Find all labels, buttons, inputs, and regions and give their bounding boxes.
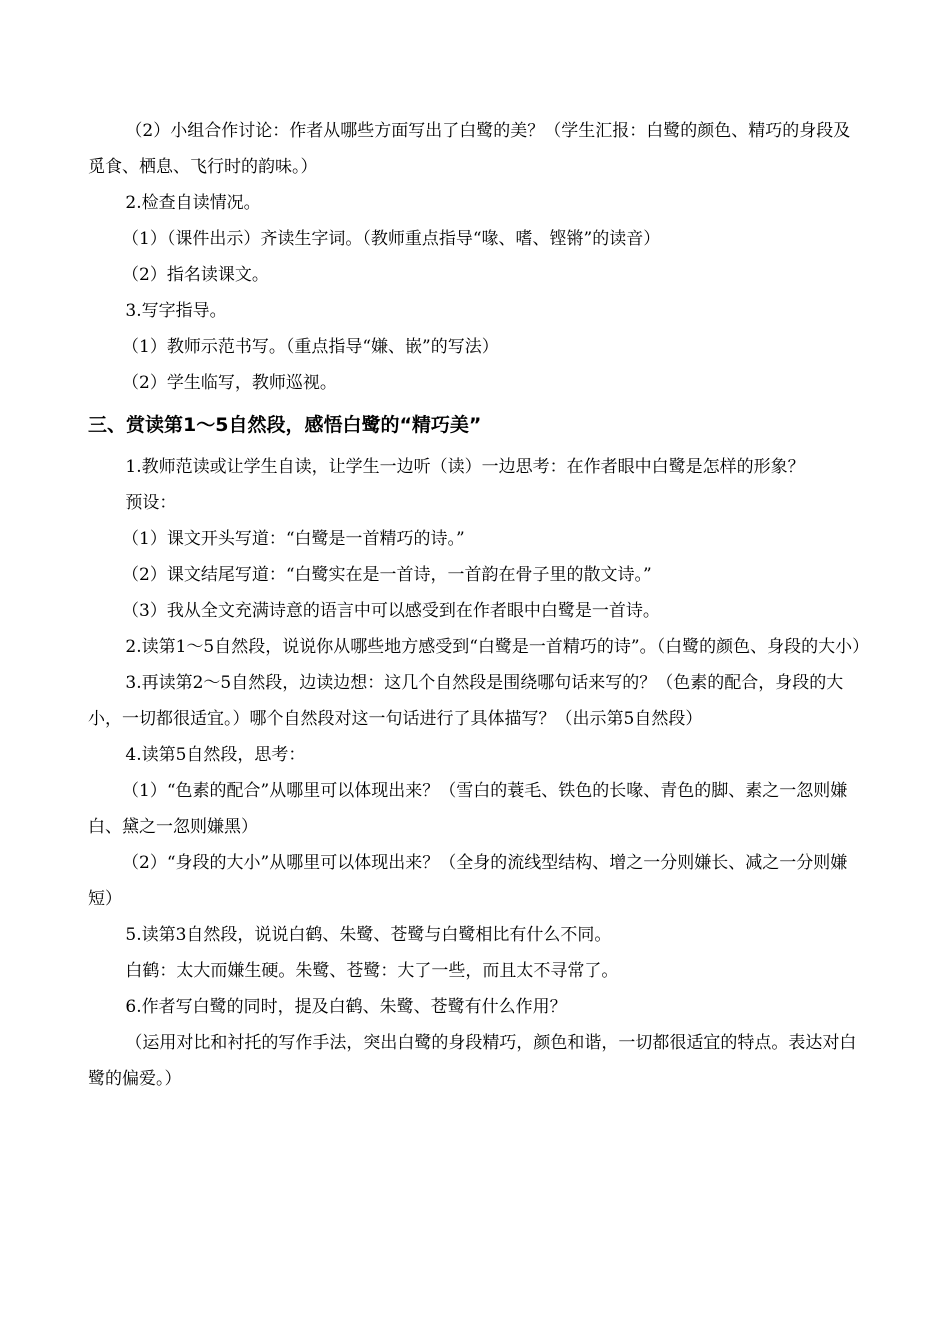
paragraph-preset-3: （3）我从全文充满诗意的语言中可以感受到在作者眼中白鹭是一首诗。 — [122, 601, 660, 621]
paragraph-read-paragraph-5: 4.读第5自然段，思考： — [125, 745, 306, 765]
paragraph-size-question: （2）“身段的大小”从哪里可以体现出来？（全身的流线型结构、增之一分则嫌长、减之一分则嫌短） — [88, 853, 848, 909]
paragraph-read-paragraph-3: 5.读第3自然段，说说白鹤、朱鹭、苍鹭与白鹭相比有什么不同。 — [125, 925, 612, 945]
paragraph-preset-2: （2）课文结尾写道：“白鹭实在是一首诗，一首韵在骨子里的散文诗。” — [122, 565, 652, 585]
paragraph-group-discussion: （2）小组合作讨论：作者从哪些方面写出了白鹭的美？（学生汇报：白鹭的颜色、精巧的身段及觅食、栖息、飞行时的韵味。） — [88, 121, 851, 177]
section-heading-three: 三、赏读第1～5自然段，感悟白鹭的“精巧美” — [88, 414, 482, 436]
paragraph-read-new-words: （1）（课件出示）齐读生字词。（教师重点指导“喙、嗜、铿锵”的读音） — [122, 229, 661, 249]
paragraph-reread-paragraphs-2-5: 3.再读第2～5自然段，边读边想：这几个自然段是围绕哪句话来写的？（色素的配合，身段的大小，一切都很适宜。）哪个自然段对这一句话进行了具体描写？（出示第5自然段） — [88, 673, 844, 729]
document-body — [88, 113, 870, 1097]
paragraph-preset-label: 预设： — [125, 493, 177, 513]
paragraph-purpose-question: 6.作者写白鹭的同时，提及白鹤、朱鹭、苍鹭有什么作用？ — [125, 997, 567, 1017]
paragraph-read-paragraphs-1-5: 2.读第1～5自然段，说说你从哪些地方感受到“白鹭是一首精巧的诗”。（白鹭的颜色、身段的大小） — [125, 637, 870, 657]
paragraph-named-reading: （2）指名读课文。 — [122, 265, 269, 285]
paragraph-preset-1: （1）课文开头写道：“白鹭是一首精巧的诗。” — [122, 529, 465, 549]
paragraph-teacher-demo: （1）教师示范书写。（重点指导“嫌、嵌”的写法） — [122, 337, 499, 357]
paragraph-bird-comparison: 白鹤：太大而嫌生硬。朱鹭、苍鹭：大了一些，而且太不寻常了。 — [125, 961, 619, 981]
paragraph-student-copy: （2）学生临写，教师巡视。 — [122, 373, 337, 393]
paragraph-check-reading: 2.检查自读情况。 — [125, 193, 261, 213]
paragraph-color-question: （1）“色素的配合”从哪里可以体现出来？（雪白的蓑毛、铁色的长喙、青色的脚、素之一忽则嫌白、黛之一忽则嫌黑） — [88, 781, 848, 837]
paragraph-purpose-answer: （运用对比和衬托的写作手法，突出白鹭的身段精巧，颜色和谐，一切都很适宜的特点。表达对白鹭的偏爱。） — [88, 1033, 857, 1089]
paragraph-teacher-reading: 1.教师范读或让学生自读，让学生一边听（读）一边思考：在作者眼中白鹭是怎样的形象？ — [125, 457, 805, 477]
paragraph-writing-guidance: 3.写字指导。 — [125, 301, 227, 321]
